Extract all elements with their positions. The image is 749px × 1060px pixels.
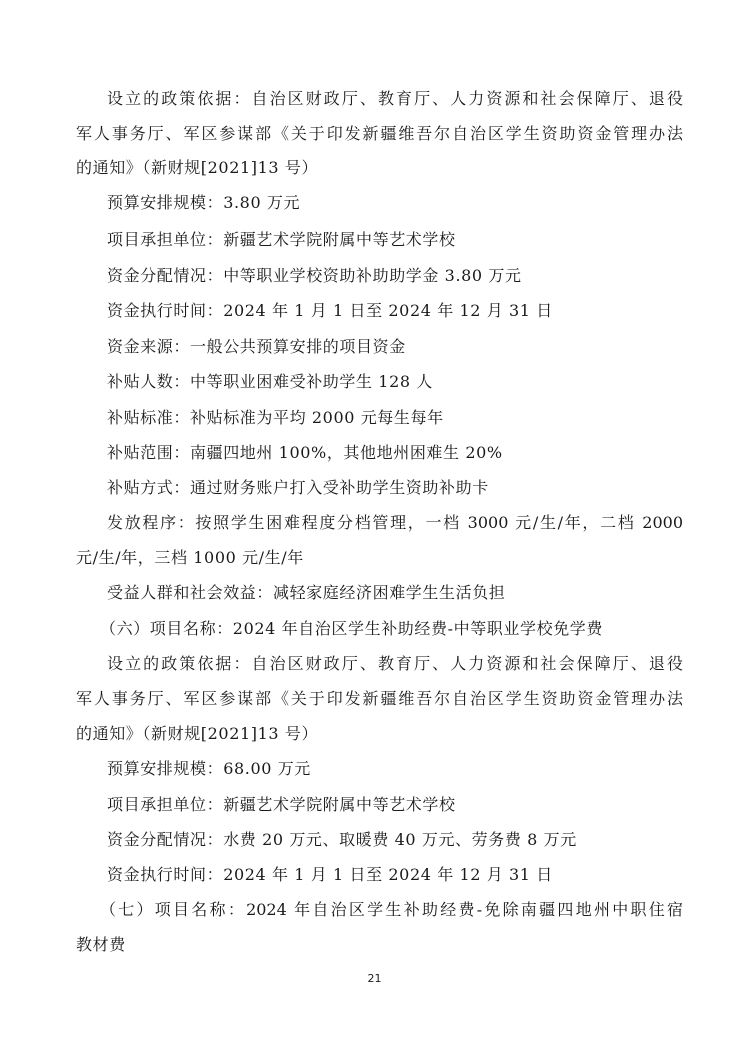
text-line: 资金执行时间：2024 年 1 月 1 日至 2024 年 12 月 31 日 <box>107 301 553 320</box>
text-line: 教材费 <box>76 935 126 954</box>
text-line: 设立的政策依据：自治区财政厅、教育厅、人力资源和社会保障厅、退役 <box>107 89 683 108</box>
page-number: 21 <box>367 972 382 985</box>
text-line: 发放程序：按照学生困难程度分档管理，一档 3000 元/生/年，二档 2000 <box>107 513 683 532</box>
text-line: 项目承担单位：新疆艺术学院附属中等艺术学校 <box>107 795 456 814</box>
text-line: 元/生/年，三档 1000 元/生/年 <box>76 548 304 567</box>
text-line: 资金分配情况：水费 20 万元、取暖费 40 万元、劳务费 8 万元 <box>107 830 577 849</box>
section-heading: （六）项目名称：2024 年自治区学生补助经费-中等职业学校免学费 <box>100 619 604 638</box>
text-line: 资金分配情况：中等职业学校资助补助助学金 3.80 万元 <box>107 266 522 285</box>
text-line: 补贴方式：通过财务账户打入受补助学生资助补助卡 <box>107 478 489 497</box>
text-line: 军人事务厅、军区参谋部《关于印发新疆维吾尔自治区学生资助资金管理办法 <box>76 689 683 708</box>
text-line: 军人事务厅、军区参谋部《关于印发新疆维吾尔自治区学生资助资金管理办法 <box>76 124 683 143</box>
text-line: 的通知》（新财规[2021]13 号） <box>76 724 319 743</box>
text-line: 资金来源：一般公共预算安排的项目资金 <box>107 337 406 356</box>
text-line: 受益人群和社会效益：减轻家庭经济困难学生生活负担 <box>107 583 506 602</box>
text-line: 设立的政策依据：自治区财政厅、教育厅、人力资源和社会保障厅、退役 <box>107 654 683 673</box>
text-line: 预算安排规模：3.80 万元 <box>107 193 301 212</box>
text-line: 补贴人数：中等职业困难受补助学生 128 人 <box>107 372 433 391</box>
text-line: 的通知》（新财规[2021]13 号） <box>76 158 319 177</box>
text-line: 项目承担单位：新疆艺术学院附属中等艺术学校 <box>107 230 456 249</box>
text-line: 预算安排规模：68.00 万元 <box>107 759 311 778</box>
section-heading: （七）项目名称：2024 年自治区学生补助经费-免除南疆四地州中职住宿 <box>100 900 683 919</box>
text-line: 补贴范围：南疆四地州 100%，其他地州困难生 20% <box>107 443 503 462</box>
text-line: 资金执行时间：2024 年 1 月 1 日至 2024 年 12 月 31 日 <box>107 865 553 884</box>
text-line: 补贴标准：补贴标准为平均 2000 元每生每年 <box>107 408 444 427</box>
